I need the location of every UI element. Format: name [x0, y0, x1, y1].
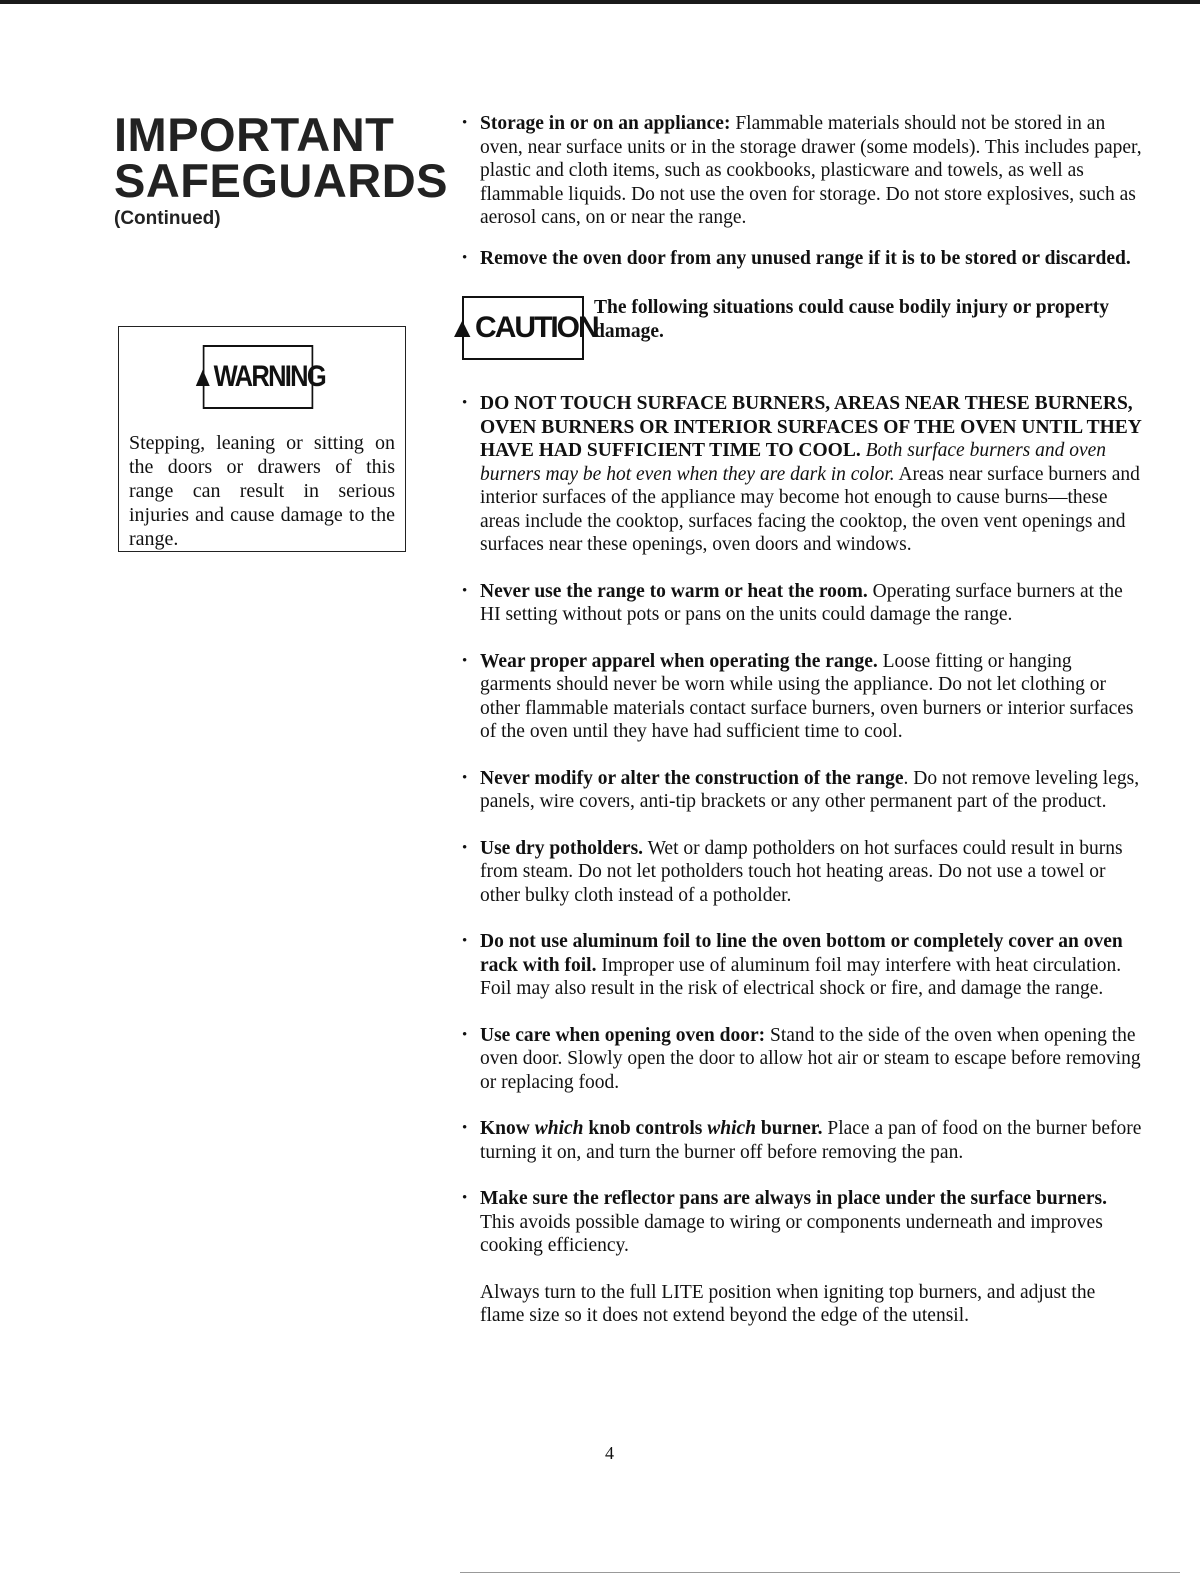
caution-text: The following situations could cause bodily injury or property damage. [594, 297, 1110, 342]
caution-triangle-icon: ▲ [448, 312, 475, 343]
item-heading: Storage in or on an appliance: [480, 113, 731, 134]
safeguards-column [448, 112, 1142, 1328]
item-heading: Know which knob controls which burner. [480, 1118, 823, 1139]
closing-paragraph [462, 1281, 1142, 1328]
item-heading: Make sure the reflector pans are always in place under the surface burners. [480, 1188, 1108, 1209]
list-item [462, 1117, 1142, 1164]
closing-text: Always turn to the full LITE position when igniting top burners, and adjust the flame size so it does not extend beyond the edge of the utensil. [480, 1281, 1096, 1326]
item-heading: Do not use aluminum foil to line the oven bottom or completely cover an oven rack with foil. [480, 931, 1123, 976]
item-heading: Never modify or alter the construction of the range [480, 767, 904, 789]
list-item [462, 1024, 1142, 1095]
bullet-icon: • [462, 933, 468, 949]
bullet-icon: • [462, 115, 468, 131]
heading-line1: IMPORTANT [114, 108, 395, 161]
item-text: . Do not remove leveling legs, panels, wire covers, anti-tip brackets or any other permanent part of the product. [480, 767, 1140, 812]
item-heading: DO NOT TOUCH SURFACE BURNERS, AREAS NEAR THESE BURNERS, OVEN BURNERS OR INTERIOR SURFACES OF THE OVEN UNTIL THEY HAVE HAD SUFFICIENT TIME TO COOL. [480, 393, 1142, 461]
bullet-icon: • [462, 1190, 468, 1206]
list-item [462, 112, 1142, 230]
list-item [462, 580, 1142, 627]
heading-line2: SAFEGUARDS [114, 154, 449, 207]
caution-notice [448, 296, 1142, 360]
list-item [462, 247, 1142, 271]
item-text: Wet or damp potholders on hot surfaces could result in burns from steam. Do not let potholders touch hot heating areas. Do not use a towel or other bulky cloth instead of a potholder. [480, 837, 1123, 906]
bullet-icon: • [462, 769, 468, 786]
bullet-icon: • [462, 249, 468, 266]
page-heading [114, 108, 449, 230]
item-text: Improper use of aluminum foil may interfere with heat circulation. Foil may also result in the risk of electrical shock or fire, and damage the range. [480, 954, 1122, 999]
item-heading: Remove the oven door from any unused range if it is to be stored or discarded. [480, 247, 1131, 269]
heading-subtitle: (Continued) [114, 208, 221, 229]
list-item [462, 930, 1142, 1001]
bullet-icon: • [462, 839, 468, 856]
page-number: 4 [605, 1443, 614, 1463]
caution-label-text: CAUTION [475, 311, 598, 344]
bullet-icon: • [462, 652, 468, 669]
item-text: Operating surface burners at the HI setting without pots or pans on the units could damage the range. [480, 580, 1123, 625]
list-item [462, 767, 1142, 814]
warning-label-text: WARNING [213, 360, 326, 393]
warning-box [118, 326, 406, 552]
bullet-icon: • [462, 395, 468, 411]
caution-label [448, 296, 598, 360]
list-item [462, 837, 1142, 908]
bullet-icon: • [462, 1026, 468, 1043]
bottom-rule [460, 1572, 1180, 1573]
item-heading: Wear proper apparel when operating the range. [480, 650, 878, 672]
item-text: Loose fitting or hanging garments should never be worn while using the appliance. Do not let clothing or other flammable materials contact surface burners, oven burners or interior surfaces of the oven until they have had sufficient time to cool. [480, 650, 1134, 742]
item-italic: Both surface burners and oven burners may be hot even when they are dark in color. [480, 440, 1107, 485]
bullet-icon: • [462, 1120, 468, 1136]
item-heading: Never use the range to warm or heat the room. [480, 580, 868, 602]
item-heading: Use care when opening oven door: [480, 1024, 766, 1046]
list-item [462, 1187, 1142, 1258]
list-item [462, 650, 1142, 744]
warning-triangle-icon: ▲ [190, 361, 213, 392]
item-text: This avoids possible damage to wiring or components underneath and improves cooking efficiency. [480, 1211, 1103, 1256]
item-heading: Use dry potholders. [480, 837, 644, 859]
item-text: Flammable materials should not be stored in an oven, near surface units or in the storage drawer (some models). This includes paper, plastic and cloth items, such as cookbooks, plasticware and towels, as well as flammable liquids. Do not use the oven for storage. Do not store explosives, such as aerosol cans, on or near the range. [480, 113, 1142, 228]
item-text: Place a pan of food on the burner before turning it on, and turn the burner off before removing the pan. [480, 1118, 1142, 1163]
warning-label [190, 345, 326, 409]
list-item [462, 392, 1142, 557]
item-text: Stand to the side of the oven when opening the oven door. Slowly open the door to allow hot air or steam to escape before removing or replacing food. [480, 1024, 1141, 1093]
item-text: Areas near surface burners and interior surfaces of the appliance may become hot enough to cause burns—these areas include the cooktop, surfaces facing the cooktop, the oven vent openings and surfaces near these openings, oven doors and windows. [480, 463, 1140, 555]
warning-text: Stepping, leaning or sitting on the doors or drawers of this range can result in serious injuries and cause damage to the range. [129, 432, 395, 550]
bullet-icon: • [462, 582, 468, 599]
top-rule [0, 0, 1200, 4]
